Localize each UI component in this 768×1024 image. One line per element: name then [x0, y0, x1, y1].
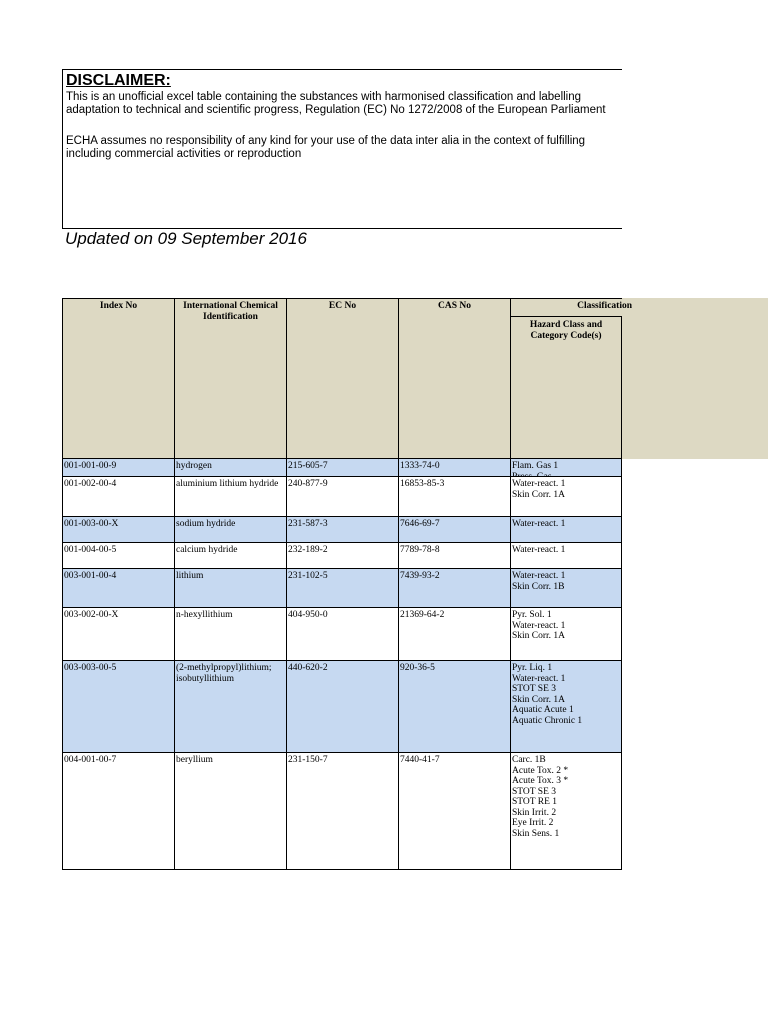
- disclaimer-p2-line1: ECHA assumes no responsibility of any kind for your use of the data inter alia in the context of fulfilling: [66, 135, 586, 147]
- header-hazard-class: Hazard Class and Category Code(s): [510, 316, 622, 459]
- cell-index-no: 003-003-00-5: [62, 660, 175, 753]
- cell-index-no: 003-002-00-X: [62, 607, 175, 661]
- disclaimer-box: [62, 69, 622, 229]
- table-row: [62, 752, 622, 870]
- cell-chemical-identification: (2-methylpropyl)lithium; isobutyllithium: [174, 660, 287, 753]
- table-row: [62, 476, 622, 517]
- cell-ec-no: 232-189-2: [286, 542, 399, 569]
- disclaimer-title: DISCLAIMER:: [66, 72, 171, 89]
- cell-index-no: 001-003-00-X: [62, 516, 175, 543]
- cell-hazard-codes: Water-react. 1: [510, 516, 622, 543]
- table-row: [62, 568, 622, 608]
- cell-chemical-identification: aluminium lithium hydride: [174, 476, 287, 517]
- cell-cas-no: 7440-41-7: [398, 752, 511, 870]
- disclaimer-paragraph-2: [66, 135, 585, 161]
- cell-hazard-codes: Flam. Gas 1: [510, 458, 622, 477]
- cell-cas-no: 21369-64-2: [398, 607, 511, 661]
- header-cas-no: CAS No: [398, 298, 511, 459]
- header-classification: Classification: [510, 298, 622, 317]
- cell-cas-no: 7646-69-7: [398, 516, 511, 543]
- cell-cas-no: 920-36-5: [398, 660, 511, 753]
- cell-hazard-codes: Carc. 1B Acute Tox. 2 * Acute Tox. 3 * STOT SE 3 STOT RE 1 Skin Irrit. 2 Eye Irrit. 2 Skin Sens. 1: [510, 752, 622, 870]
- cell-chemical-identification: beryllium: [174, 752, 287, 870]
- cell-hazard-codes: Pyr. Sol. 1 Water-react. 1 Skin Corr. 1A: [510, 607, 622, 661]
- table-row: [62, 542, 622, 569]
- table-row: [62, 458, 622, 477]
- disclaimer-p1-line1: This is an unofficial excel table containing the substances with harmonised classification and labelling: [66, 91, 582, 103]
- cell-ec-no: 231-587-3: [286, 516, 399, 543]
- cell-ec-no: 231-102-5: [286, 568, 399, 608]
- table-row: [62, 516, 622, 543]
- header-ec-no: EC No: [286, 298, 399, 459]
- table-row: [62, 607, 622, 661]
- header-chemical-identification: International Chemical Identification: [174, 298, 287, 459]
- cell-chemical-identification: hydrogen: [174, 458, 287, 477]
- disclaimer-p1-line2: adaptation to technical and scientific progress, Regulation (EC) No 1272/2008 of the European Parliament: [66, 104, 606, 116]
- table-row: [62, 660, 622, 753]
- cell-index-no: 004-001-00-7: [62, 752, 175, 870]
- cell-index-no: 001-004-00-5: [62, 542, 175, 569]
- cell-ec-no: 440-620-2: [286, 660, 399, 753]
- cell-cas-no: 16853-85-3: [398, 476, 511, 517]
- cell-ec-no: 240-877-9: [286, 476, 399, 517]
- cell-ec-no: 404-950-0: [286, 607, 399, 661]
- cell-hazard-codes: Water-react. 1 Skin Corr. 1B: [510, 568, 622, 608]
- cell-hazard-codes: Water-react. 1: [510, 542, 622, 569]
- cell-ec-no: 231-150-7: [286, 752, 399, 870]
- cell-index-no: 003-001-00-4: [62, 568, 175, 608]
- cell-index-no: 001-002-00-4: [62, 476, 175, 517]
- cell-cas-no: 1333-74-0: [398, 458, 511, 477]
- cell-chemical-identification: calcium hydride: [174, 542, 287, 569]
- cell-chemical-identification: n-hexyllithium: [174, 607, 287, 661]
- cell-chemical-identification: lithium: [174, 568, 287, 608]
- cell-cas-no: 7789-78-8: [398, 542, 511, 569]
- header-index-no: Index No: [62, 298, 175, 459]
- cell-index-no: 001-001-00-9: [62, 458, 175, 477]
- cell-chemical-identification: sodium hydride: [174, 516, 287, 543]
- updated-date: Updated on 09 September 2016: [65, 229, 307, 248]
- cell-ec-no: 215-605-7: [286, 458, 399, 477]
- disclaimer-p2-line2: including commercial activities or reproduction: [66, 148, 302, 160]
- cell-cas-no: 7439-93-2: [398, 568, 511, 608]
- disclaimer-paragraph-1: [66, 91, 606, 117]
- cell-hazard-codes: Water-react. 1 Skin Corr. 1A: [510, 476, 622, 517]
- cell-hazard-codes: Pyr. Liq. 1 Water-react. 1 STOT SE 3 Skin Corr. 1A Aquatic Acute 1 Aquatic Chronic 1: [510, 660, 622, 753]
